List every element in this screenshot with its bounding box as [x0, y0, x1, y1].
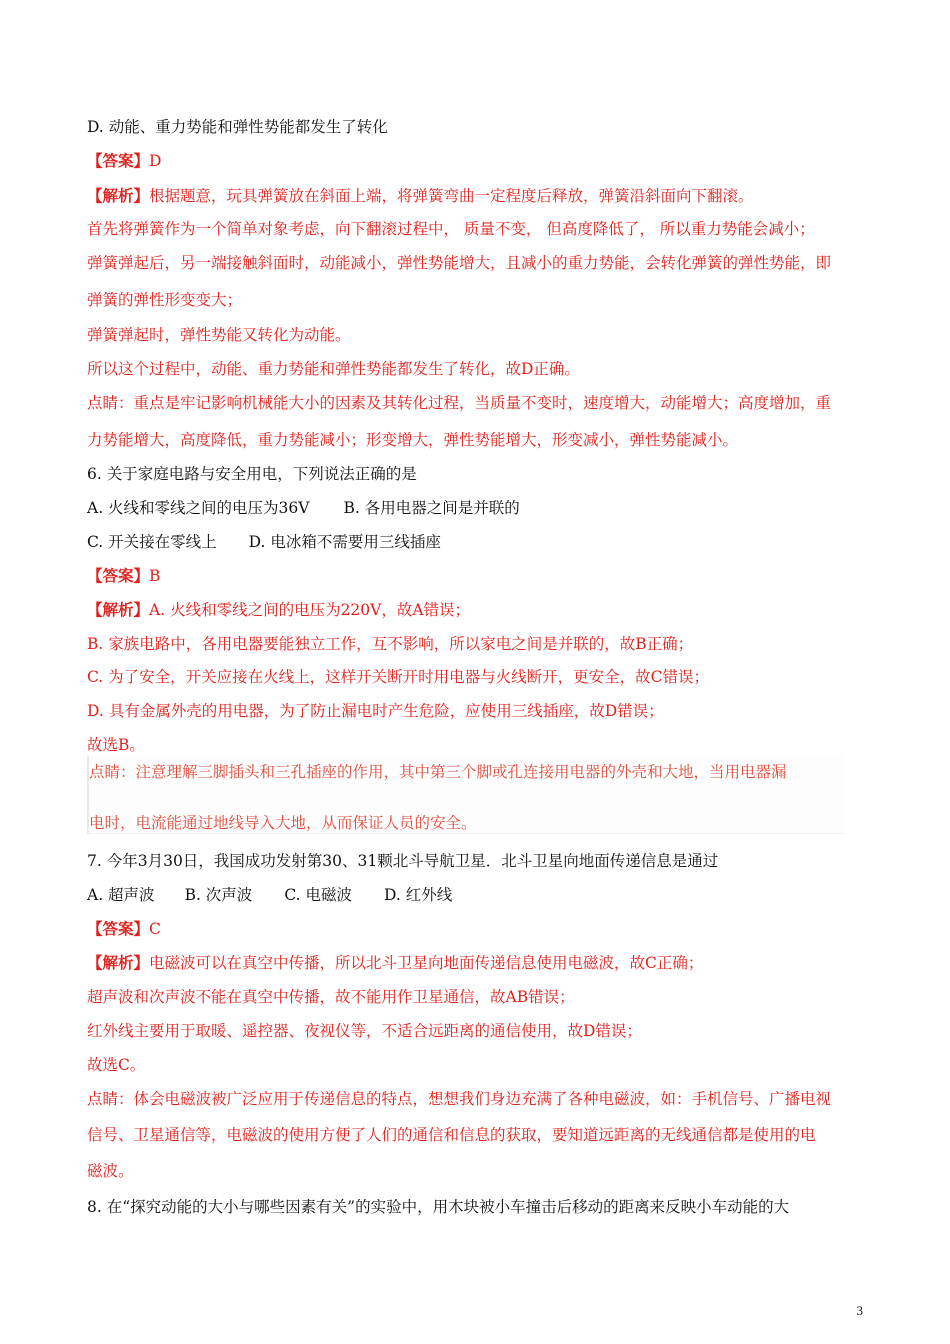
- q6-analysis-line: 【解析】A. 火线和零线之间的电压为220V，故A错误；: [87, 600, 471, 619]
- answer-value: B: [149, 567, 161, 585]
- q5-analysis-line: 所以这个过程中，动能、重力势能和弹性势能都发生了转化，故D正确。: [87, 360, 580, 378]
- answer-tag: 【答案】: [87, 151, 150, 170]
- q7-stem: 7. 今年3月30日，我国成功发射第30、31颗北斗导航卫星．北斗卫星向地面传递信息是通过: [87, 852, 719, 870]
- q6-analysis-line: 故选B。: [87, 736, 145, 754]
- q7-option-c: C. 电磁波: [284, 886, 352, 904]
- q6-option-c: C. 开关接在零线上: [87, 533, 217, 551]
- q6-answer: [87, 565, 870, 587]
- q5-analysis-line: 弹簧弹起后，另一端接触斜面时，动能减小，弹性势能增大，且减小的重力势能，会转化弹簧的弹性势能，即: [87, 254, 832, 272]
- answer-value: C: [149, 920, 161, 938]
- q5-hint-line: 点睛：重点是牢记影响机械能大小的因素及其转化过程，当质量不变时，速度增大，动能增大；高度增加，重: [87, 394, 832, 412]
- q5-analysis-line: 首先将弹簧作为一个简单对象考虑，向下翻滚过程中， 质量不变， 但高度降低了， 所以重力势能会减小；: [87, 220, 815, 238]
- analysis-tag: 【解析】: [87, 953, 150, 972]
- analysis-tag: 【解析】: [87, 186, 150, 205]
- q6-option-b: B. 各用电器之间是并联的: [343, 499, 520, 517]
- q7-analysis-line: 超声波和次声波不能在真空中传播，故不能用作卫星通信，故AB错误；: [87, 988, 575, 1006]
- q5-option-d: D. 动能、重力势能和弹性势能都发生了转化: [87, 118, 388, 136]
- q5-analysis-line: 弹簧弹起时，弹性势能又转化为动能。: [87, 326, 351, 344]
- page-number: 3: [856, 1303, 863, 1318]
- q7-option-d: D. 红外线: [383, 886, 453, 904]
- answer-tag: 【答案】: [87, 919, 150, 938]
- q7-hint-line: 点睛：体会电磁波被广泛应用于传递信息的特点，想想我们身边充满了各种电磁波，如：手机信号、广播电视: [87, 1090, 832, 1108]
- q8-stem: 8. 在“探究动能的大小与哪些因素有关”的实验中，用木块被小车撞击后移动的距离来反映小车动能的大: [87, 1198, 790, 1216]
- q7-hint-line: 磁波。: [87, 1162, 134, 1180]
- q6-analysis-line: D. 具有金属外壳的用电器，为了防止漏电时产生危险，应使用三线插座，故D错误；: [87, 702, 664, 720]
- q7-analysis-line: 红外线主要用于取暖、遥控器、夜视仪等，不适合远距离的通信使用，故D错误；: [87, 1022, 642, 1040]
- q7-options: [87, 884, 870, 906]
- q7-hint-line: 信号、卫星通信等，电磁波的使用方便了人们的通信和信息的获取，要知道远距离的无线通信都是使用的电: [87, 1126, 816, 1144]
- q7-analysis-line: 【解析】电磁波可以在真空中传播，所以北斗卫星向地面传递信息使用电磁波，故C正确；: [87, 953, 704, 972]
- q7-option-a: A. 超声波: [87, 886, 155, 904]
- q6-hint-line: 点睛：注意理解三脚插头和三孔插座的作用，其中第三个脚或孔连接用电器的外壳和大地，当用电器漏: [89, 763, 787, 781]
- q6-stem: 6. 关于家庭电路与安全用电，下列说法正确的是: [87, 465, 417, 483]
- q6-analysis-line: C. 为了安全，开关应接在火线上，这样开关断开时用电器与火线断开，更安全，故C错误；: [87, 668, 710, 686]
- q6-hint-box: [87, 756, 844, 834]
- analysis-tag: 【解析】: [87, 600, 150, 619]
- q5-analysis-line: 【解析】根据题意，玩具弹簧放在斜面上端，将弹簧弯曲一定程度后释放，弹簧沿斜面向下翻滚。: [87, 186, 754, 205]
- q6-option-d: D. 电冰箱不需要用三线插座: [248, 533, 441, 551]
- q6-analysis-line: B. 家族电路中，各用电器要能独立工作，互不影响，所以家电之间是并联的，故B正确；: [87, 635, 694, 653]
- q7-option-b: B. 次声波: [184, 886, 253, 904]
- answer-value: D: [149, 152, 162, 170]
- q6-options-ab: [87, 497, 870, 519]
- q6-hint-line: 电时，电流能通过地线导入大地，从而保证人员的安全。: [89, 814, 477, 832]
- answer-tag: 【答案】: [87, 566, 150, 585]
- q6-options-cd: [87, 531, 870, 553]
- q6-option-a: A. 火线和零线之间的电压为36V: [87, 499, 310, 517]
- q5-answer: [87, 150, 870, 172]
- q7-answer: [87, 918, 870, 940]
- q7-analysis-line: 故选C。: [87, 1056, 146, 1074]
- q5-hint-line: 力势能增大，高度降低，重力势能减小；形变增大，弹性势能增大，形变减小，弹性势能减小。: [87, 431, 739, 449]
- q5-analysis-line: 弹簧的弹性形变变大；: [87, 291, 243, 309]
